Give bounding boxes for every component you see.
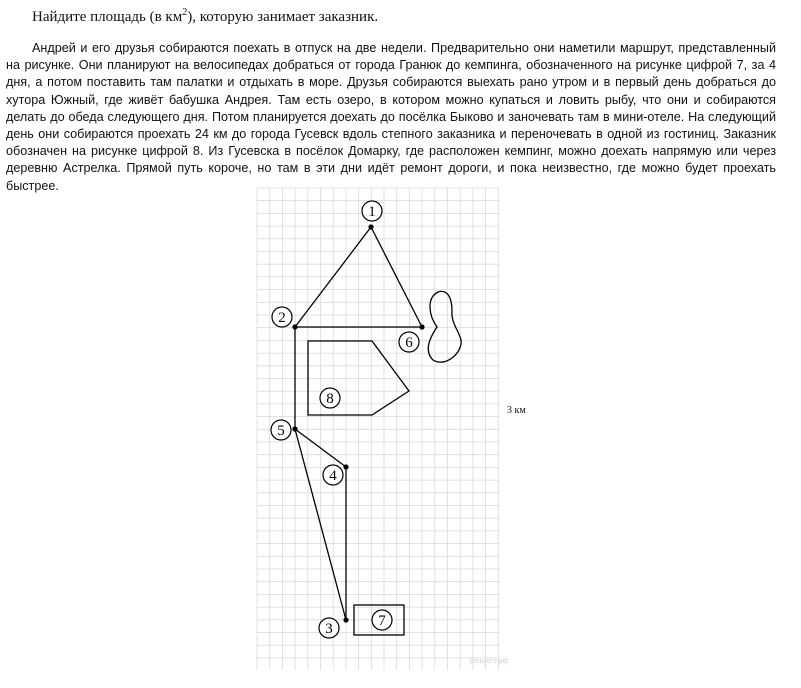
- marker-7: [372, 610, 392, 630]
- marker-5-label: 5: [277, 423, 285, 439]
- marker-8-label: 8: [326, 391, 334, 407]
- marker-2-label: 2: [278, 310, 286, 326]
- marker-5: [271, 420, 291, 440]
- marker-4-label: 4: [329, 468, 337, 484]
- marker-6-label: 6: [405, 335, 413, 351]
- scale-label: 3 км: [507, 405, 526, 416]
- marker-1: [362, 201, 382, 221]
- marker-7-label: 7: [378, 613, 386, 629]
- question-after: ), которую занимает заказник.: [187, 9, 379, 25]
- dot-6: [419, 324, 424, 329]
- marker-2: [272, 307, 292, 327]
- dot-1: [368, 224, 373, 229]
- marker-1-label: 1: [368, 204, 376, 220]
- question-before: Найдите площадь (в км: [32, 9, 183, 25]
- route-lines: [295, 227, 461, 635]
- question-exponent: 2: [182, 7, 188, 18]
- marker-3-label: 3: [325, 621, 333, 637]
- dot-2: [292, 324, 297, 329]
- marker-3: [319, 618, 339, 638]
- problem-passage: Андрей и его друзья собираются поехать в отпуск на две недели. Предварительно они наметили маршрут, представленный на рисунке. Они планируют на велосипедах добраться от города Гранюк до кемпинга, обозначенного на рисунке цифрой 7, за 4 дня, а потом поставить там палатки и отдыхать в море. Друзья собираются выехать рано утром и в первый день добраться до хутора Южный, где живёт бабушка Андрея. Там есть озеро, в котором можно купаться и ловить рыбу, что они и собираются делать до обеда следующего дня. Потом планируется доехать до посёлка Быково и заночевать там в мини-отеле. На следующий день они собираются проехать 24 км до города Гусевск вдоль степного заказника и переночевать в одной из гостиниц. Заказник обозначен на рисунке цифрой 8. Из Гусевска в посёлок Домарку, где расположен кемпинг, можно доехать напрямую или через деревню Астрелка. Прямой путь короче, но там в эти дни идёт ремонт дороги, и пока неизвестно, где можно будет проехать быстрее.: [6, 41, 776, 193]
- marker-4: [323, 465, 343, 485]
- marker-6: [399, 332, 419, 352]
- watermark: решуегэ.рф: [470, 658, 509, 665]
- dot-4: [343, 464, 348, 469]
- dot-3: [343, 617, 348, 622]
- marker-8: [320, 388, 340, 408]
- dot-5: [292, 426, 297, 431]
